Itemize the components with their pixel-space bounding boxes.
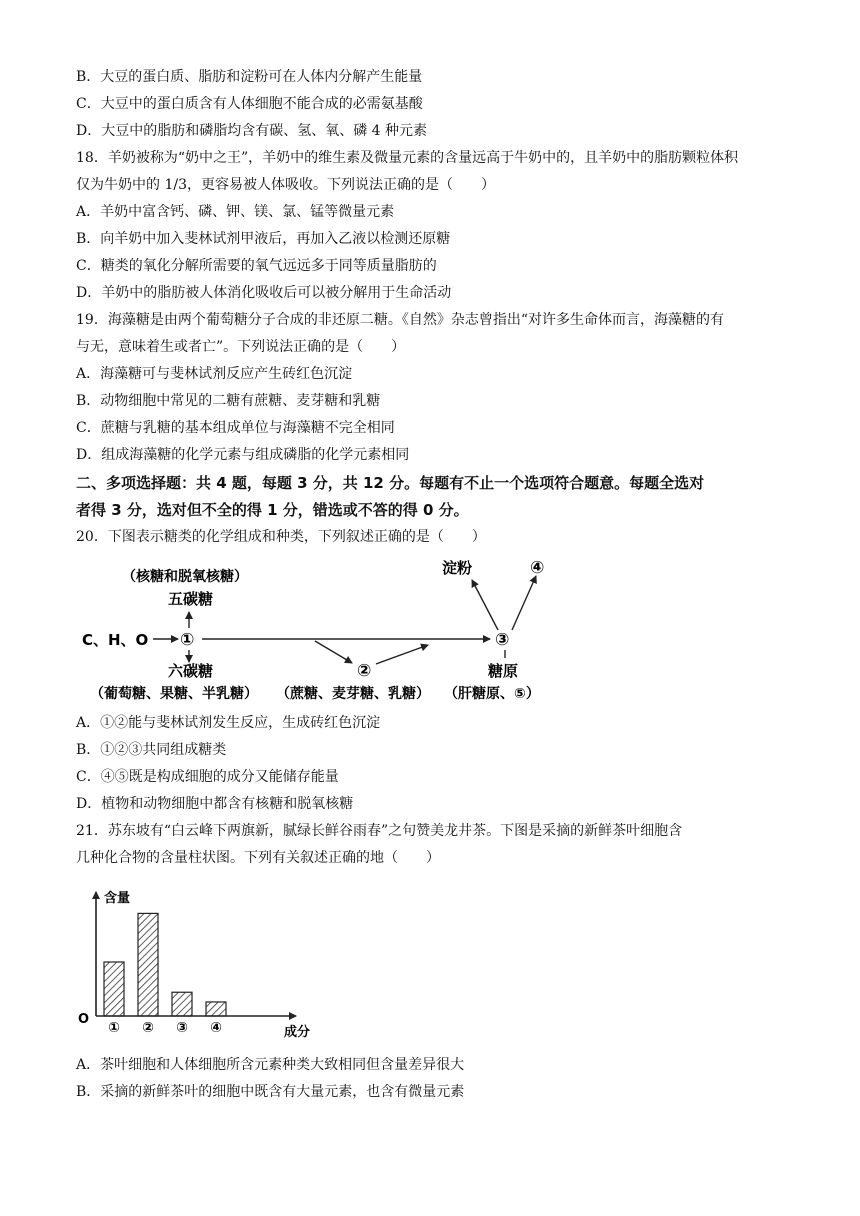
y-axis-label: 含量 <box>104 891 131 906</box>
sugar-classification-diagram <box>70 552 570 704</box>
bar-3 <box>172 992 192 1016</box>
q18-option-d: D．羊奶中的脂肪被人体消化吸收后可以被分解用于生命活动 <box>76 285 452 301</box>
q20-option-d: D．植物和动物细胞中都含有核糖和脱氧核糖 <box>76 796 354 812</box>
q18-stem-line2: 仅为牛奶中的 1/3，更容易被人体吸收。下列说法正确的是（ ） <box>76 177 495 193</box>
compound-content-bar-chart <box>74 884 334 1044</box>
q20-option-c: C．④⑤既是构成细胞的成分又能储存能量 <box>76 769 339 785</box>
diagram-node-2: ② <box>357 661 372 681</box>
diagram-disaccharide-note: （蔗糖、麦芽糖、乳糖） <box>276 686 430 702</box>
tick-label-3: ③ <box>176 1020 188 1036</box>
diagram-glycogen-label: 糖原 <box>488 662 519 680</box>
section-heading-line2: 者得 3 分，选对但不全的得 1 分，错选或不答的得 0 分。 <box>76 501 469 519</box>
arrow-3-to-4 <box>512 576 536 630</box>
q20-option-b: B．①②③共同组成糖类 <box>76 742 227 758</box>
q21-stem-line2: 几种化合物的含量柱状图。下列有关叙述正确的地（ ） <box>76 850 440 866</box>
tick-label-2: ② <box>142 1020 154 1036</box>
q21-stem-line1: 21．苏东坡有“白云峰下两旗新，腻绿长鲜谷雨春”之句赞美龙井茶。下图是采摘的新鲜茶叶细胞含 <box>76 823 683 839</box>
diagram-six-carbon-label: 六碳糖 <box>168 662 214 680</box>
arrow-to-2 <box>315 641 352 663</box>
q18-option-a: A．羊奶中富含钙、磷、钾、镁、氯、锰等微量元素 <box>76 204 395 220</box>
diagram-elements-label: C、H、O <box>82 631 149 649</box>
diagram-node-1: ① <box>180 630 195 650</box>
q18-option-c: C．糖类的氧化分解所需要的氧气远远多于同等质量脂肪的 <box>76 258 437 274</box>
q19-stem-line2: 与无，意味着生或者亡”。下列说法正确的是（ ） <box>76 339 406 355</box>
diagram-six-carbon-note: （葡萄糖、果糖、半乳糖） <box>90 686 258 702</box>
tick-label-1: ① <box>108 1020 120 1036</box>
q19-option-b: B．动物细胞中常见的二糖有蔗糖、麦芽糖和乳糖 <box>76 393 381 409</box>
q19-option-d: D．组成海藻糖的化学元素与组成磷脂的化学元素相同 <box>76 447 410 463</box>
arrow-3-to-starch <box>472 580 498 630</box>
diagram-top-note: （核糖和脱氧核糖） <box>122 569 248 585</box>
diagram-glycogen-note: （肝糖原、⑤） <box>444 686 540 702</box>
origin-label: O <box>78 1012 90 1027</box>
q17-option-c: C．大豆中的蛋白质含有人体细胞不能合成的必需氨基酸 <box>76 96 423 112</box>
diagram-node-4: ④ <box>530 558 545 578</box>
q21-option-a: A．茶叶细胞和人体细胞所含元素种类大致相同但含量差异很大 <box>76 1057 465 1073</box>
x-axis-label: 成分 <box>284 1025 311 1040</box>
bar-1 <box>104 962 124 1016</box>
bar-4 <box>206 1002 226 1016</box>
q17-option-d: D．大豆中的脂肪和磷脂均含有碳、氢、氧、磷 4 种元素 <box>76 123 428 139</box>
q17-option-b: B．大豆的蛋白质、脂肪和淀粉可在人体内分解产生能量 <box>76 69 423 85</box>
q19-option-a: A．海藻糖可与斐林试剂反应产生砖红色沉淀 <box>76 366 353 382</box>
tick-label-4: ④ <box>210 1020 222 1036</box>
diagram-starch-label: 淀粉 <box>442 559 473 577</box>
diagram-node-3: ③ <box>495 630 510 650</box>
arrow-2-to-3 <box>376 645 428 664</box>
q19-option-c: C．蔗糖与乳糖的基本组成单位与海藻糖不完全相同 <box>76 420 395 436</box>
section-heading-line1: 二、多项选择题：共 4 题，每题 3 分，共 12 分。每题有不止一个选项符合题意。每题全选对 <box>76 474 705 492</box>
q21-option-b: B．采摘的新鲜茶叶的细胞中既含有大量元素，也含有微量元素 <box>76 1084 465 1100</box>
diagram-five-carbon-label: 五碳糖 <box>168 590 214 608</box>
q20-stem: 20．下图表示糖类的化学组成和种类，下列叙述正确的是（ ） <box>76 529 486 545</box>
bar-2 <box>138 913 158 1016</box>
q20-option-a: A．①②能与斐林试剂发生反应，生成砖红色沉淀 <box>76 715 381 731</box>
q18-option-b: B．向羊奶中加入斐林试剂甲液后，再加入乙液以检测还原糖 <box>76 231 451 247</box>
q19-stem-line1: 19．海藻糖是由两个葡萄糖分子合成的非还原二糖。《自然》杂志曾指出“对许多生命体而言，海藻糖的有 <box>76 312 724 328</box>
q18-stem-line1: 18．羊奶被称为“奶中之王”，羊奶中的维生素及微量元素的含量远高于牛奶中的，且羊奶中的脂肪颗粒体积 <box>76 150 739 166</box>
